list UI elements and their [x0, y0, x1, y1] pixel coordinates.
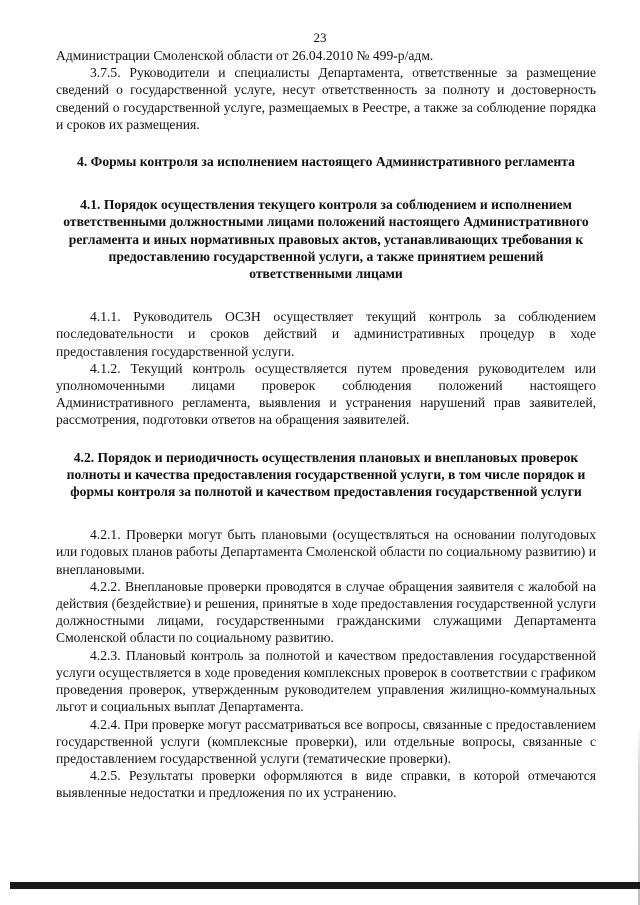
document-body	[56, 47, 596, 802]
spacer	[56, 170, 596, 196]
paragraph-4-2-1: 4.2.1. Проверки могут быть плановыми (осуществляться на основании полугодовых или годовых планов работы Департамента Смоленской области по социальному развитию) и внеплановыми.	[56, 527, 596, 577]
paragraph-4-2-2: 4.2.2. Внеплановые проверки проводятся в случае обращения заявителя с жалобой на действия (бездействие) и решения, принятые в ходе предоставления государственной услуги должностными лицами, государственными гражданскими служащими Департамента Смоленской области по социальному развитию.	[56, 578, 596, 646]
section-4-heading: 4. Формы контроля за исполнением настоящего Административного регламента	[77, 154, 575, 170]
spacer	[56, 500, 596, 526]
spacer	[56, 429, 596, 449]
paragraph-4-1-1: 4.1.1. Руководитель ОСЗН осуществляет текущий контроль за соблюдением последовательности и сроков действий и административных процедур в ходе предоставления государственной услуги.	[56, 309, 596, 359]
page-number: 23	[313, 30, 327, 45]
scan-bottom-border	[10, 882, 640, 889]
paragraph-4-2-4: 4.2.4. При проверке могут рассматриваться все вопросы, связанные с предоставлением государственной услуги (комплексные проверки), или отдельные вопросы, связанные с предоставлением государственной услуги (тематические проверки).	[56, 716, 596, 766]
spacer	[56, 282, 596, 308]
paragraph-continuation: Администрации Смоленской области от 26.04.2010 № 499-р/адм.	[56, 48, 434, 63]
spacer	[56, 133, 596, 153]
paragraph-3-7-5: 3.7.5. Руководители и специалисты Департамента, ответственные за размещение сведений о государственной услуге, несут ответственность за полноту и достоверность сведений о государственной услуге, размещаемых в Реестре, а также за соблюдение порядка и сроков их размещения.	[56, 65, 596, 132]
section-4-2-heading: 4.2. Порядок и периодичность осуществления плановых и внеплановых проверок полноты и качества предоставления государственной услуги, в том числе порядок и формы контроля за полнотой и качеством предоставления государственной услуги	[66, 449, 586, 500]
paragraph-4-1-2: 4.1.2. Текущий контроль осуществляется путем проведения руководителем или уполномоченными лицами проверок соблюдения положений настоящего Административного регламента, выявления и устранения нарушений прав заявителей, рассмотрения, подготовки ответов на обращения заявителей.	[56, 360, 596, 428]
paragraph-4-2-3: 4.2.3. Плановый контроль за полнотой и качеством предоставления государственной услуги осуществляется в ходе проведения комплексных проверок в соответствии с графиком проведения проверок, утвержденным руководителем управления жилищно-коммунальных льгот и социальных выплат Департамента.	[56, 647, 596, 715]
paragraph-4-2-5: 4.2.5. Результаты проверки оформляются в виде справки, в которой отмечаются выявленные недостатки и предложения по их устранению.	[56, 768, 596, 801]
section-4-1-heading: 4.1. Порядок осуществления текущего контроля за соблюдением и исполнением ответственными должностными лицами положений настоящего Административного регламента и иных нормативных правовых актов, устанавливающих требования к предоставлению государственной услуги, а также принятием решений ответственными лицами	[63, 197, 589, 282]
